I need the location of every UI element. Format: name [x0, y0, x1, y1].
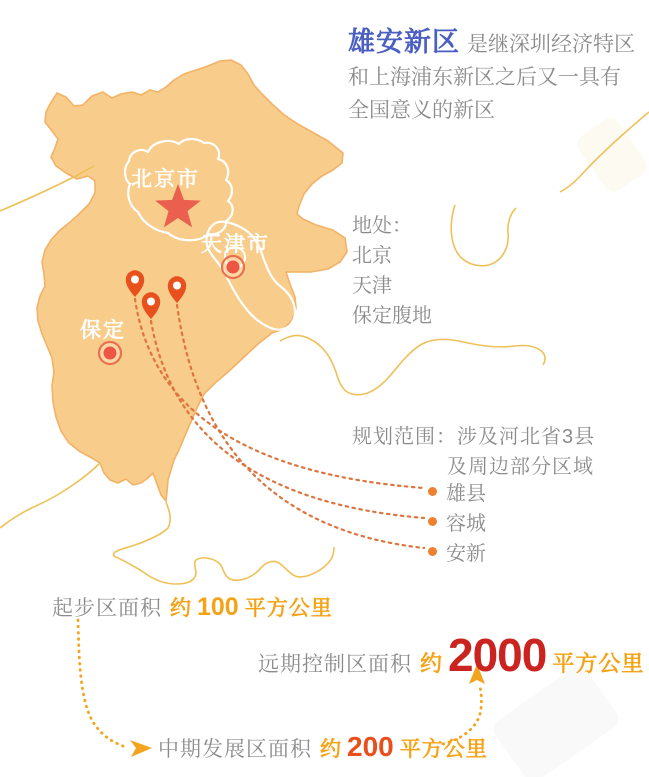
- stat-approx: 约: [320, 738, 341, 761]
- starter-flow-dash: [78, 620, 126, 747]
- stat-unit: 平方公里: [399, 738, 488, 761]
- location-item: 保定腹地: [352, 305, 432, 327]
- stat-approx: 约: [170, 597, 191, 620]
- list-bullet-icon: [428, 547, 437, 556]
- location-item: 北京: [352, 245, 392, 267]
- scope-line-1: 规划范围：涉及河北省3县: [352, 426, 596, 448]
- map-label-beijing: 北京市: [131, 168, 200, 191]
- stat-mid-area: [158, 731, 488, 763]
- location-item: 天津: [352, 275, 392, 297]
- stat-label: 起步区面积: [52, 597, 162, 620]
- stat-starter-area: [52, 592, 333, 622]
- county-name: 容城: [446, 513, 486, 535]
- county-list-item: [428, 477, 486, 506]
- county-name: 安新: [446, 543, 486, 565]
- intro-body-text: 是继深圳经济特区和上海浦东新区之后又一具有全国意义的新区: [348, 33, 635, 122]
- hebei-province-shape: [37, 60, 347, 501]
- neighbor-boundary-shandong: [280, 335, 545, 394]
- intro-paragraph: [348, 26, 638, 127]
- map-label-tianjin: 天津市: [201, 233, 270, 256]
- starter-flow-arrow-icon: [130, 740, 152, 757]
- baoding-marker-icon: [99, 342, 121, 364]
- location-block: [352, 213, 432, 333]
- scope-line-2: 及周边部分区域: [447, 456, 594, 478]
- stat-value: 100: [197, 593, 239, 621]
- neighbor-boundary-west-lower: [0, 463, 100, 528]
- county-name: 雄县: [446, 483, 486, 505]
- county-list-item: [428, 507, 486, 536]
- stat-approx: 约: [420, 651, 443, 676]
- page-title: 雄安新区: [348, 27, 460, 57]
- list-bullet-icon: [428, 487, 437, 496]
- county-list-item: [428, 537, 486, 566]
- list-bullet-icon: [428, 517, 437, 526]
- neighbor-boundary-south-coast: [113, 502, 334, 584]
- stat-unit: 平方公里: [244, 597, 333, 620]
- stat-value: 2000: [448, 629, 547, 681]
- stat-label: 中期发展区面积: [158, 738, 312, 761]
- tianjin-marker-icon: [222, 256, 244, 278]
- stat-label: 远期控制区面积: [258, 653, 412, 676]
- coastline-bohai-bay: [451, 205, 516, 266]
- location-heading: 地处：: [352, 215, 412, 237]
- map-label-baoding: 保定: [80, 319, 126, 342]
- stat-value: 200: [347, 731, 394, 762]
- stat-unit: 平方公里: [552, 651, 645, 676]
